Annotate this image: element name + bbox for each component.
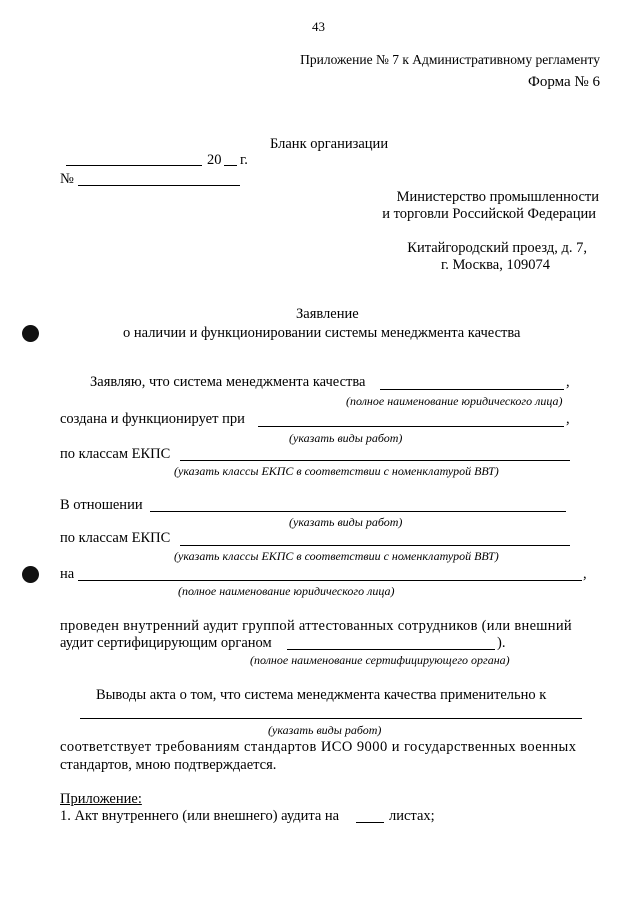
on-text: на bbox=[60, 566, 75, 582]
created-at-line bbox=[258, 426, 564, 427]
hint-work-types-3: (указать виды работ) bbox=[268, 723, 382, 737]
hint-ekps-1: (указать классы ЕКПС в соответствии с номенклатурой ВВТ) bbox=[174, 464, 499, 478]
addressee-line-2: и торговли Российской Федерации bbox=[382, 206, 596, 222]
statement-subtitle: о наличии и функционировании системы менеджмента качества bbox=[123, 325, 521, 341]
created-at-comma: , bbox=[566, 411, 570, 427]
complies-text-line-2: стандартов, мною подтверждается. bbox=[60, 757, 277, 773]
attachment-item-1: 1. Акт внутреннего (или внешнего) аудита на bbox=[60, 808, 340, 824]
qms-name-line bbox=[380, 389, 564, 390]
audit-text-line-1: проведен внутренний аудит группой аттестованных сотрудников (или внешний bbox=[60, 618, 572, 634]
attachment-heading: Приложение: bbox=[60, 791, 142, 807]
attachment-item-1-suffix: листах; bbox=[389, 808, 435, 824]
hint-ekps-2: (указать классы ЕКПС в соответствии с номенклатурой ВВТ) bbox=[174, 549, 499, 563]
cert-body-line bbox=[287, 649, 495, 650]
declare-text: Заявляю, что система менеджмента качества bbox=[90, 374, 366, 390]
letterhead-blank: Бланк организации bbox=[270, 136, 389, 152]
addressee-line-3: Китайгородский проезд, д. 7, bbox=[407, 240, 587, 256]
hint-entity-name-2: (полное наименование юридического лица) bbox=[178, 584, 395, 598]
form-number: Форма № 6 bbox=[528, 74, 600, 90]
date-year-prefix: 20 bbox=[207, 152, 222, 168]
ekps-line-1 bbox=[180, 460, 570, 461]
addressee-line-4: г. Москва, 109074 bbox=[440, 257, 550, 273]
hole-punch-mark bbox=[22, 566, 39, 583]
on-line bbox=[78, 580, 582, 581]
created-at-text: создана и функционирует при bbox=[60, 411, 245, 427]
appendix-reference: Приложение № 7 к Административному регламенту bbox=[300, 52, 600, 67]
qms-comma: , bbox=[566, 374, 570, 390]
statement-title: Заявление bbox=[296, 306, 359, 322]
audit-close: ). bbox=[497, 635, 506, 651]
sheets-count-line bbox=[356, 822, 384, 823]
date-year-line bbox=[224, 165, 237, 166]
date-day-line bbox=[66, 165, 202, 166]
hint-work-types-2: (указать виды работ) bbox=[289, 515, 403, 529]
complies-text-line-1: соответствует требованиям стандартов ИСО 9000 и государственных военных bbox=[60, 739, 577, 755]
ekps-line-2 bbox=[180, 545, 570, 546]
hint-entity-name-1: (полное наименование юридического лица) bbox=[346, 394, 563, 408]
regarding-line bbox=[150, 511, 566, 512]
number-line bbox=[78, 185, 240, 186]
date-year-suffix: г. bbox=[240, 152, 248, 168]
ekps-label-2: по классам ЕКПС bbox=[60, 530, 171, 546]
addressee-line-1: Министерство промышленности bbox=[396, 189, 599, 205]
ekps-label-1: по классам ЕКПС bbox=[60, 446, 171, 462]
hint-cert-body: (полное наименование сертифицирующего органа) bbox=[250, 653, 510, 667]
page-number: 43 bbox=[312, 19, 325, 34]
number-sign: № bbox=[60, 171, 74, 187]
on-comma: , bbox=[583, 566, 587, 582]
regarding-text: В отношении bbox=[60, 497, 143, 513]
hint-work-types-1: (указать виды работ) bbox=[289, 431, 403, 445]
conclusions-text: Выводы акта о том, что система менеджмента качества применительно к bbox=[96, 687, 547, 703]
conclusions-line bbox=[80, 718, 582, 719]
hole-punch-mark bbox=[22, 325, 39, 342]
audit-text-line-2: аудит сертифицирующим органом bbox=[60, 635, 272, 651]
